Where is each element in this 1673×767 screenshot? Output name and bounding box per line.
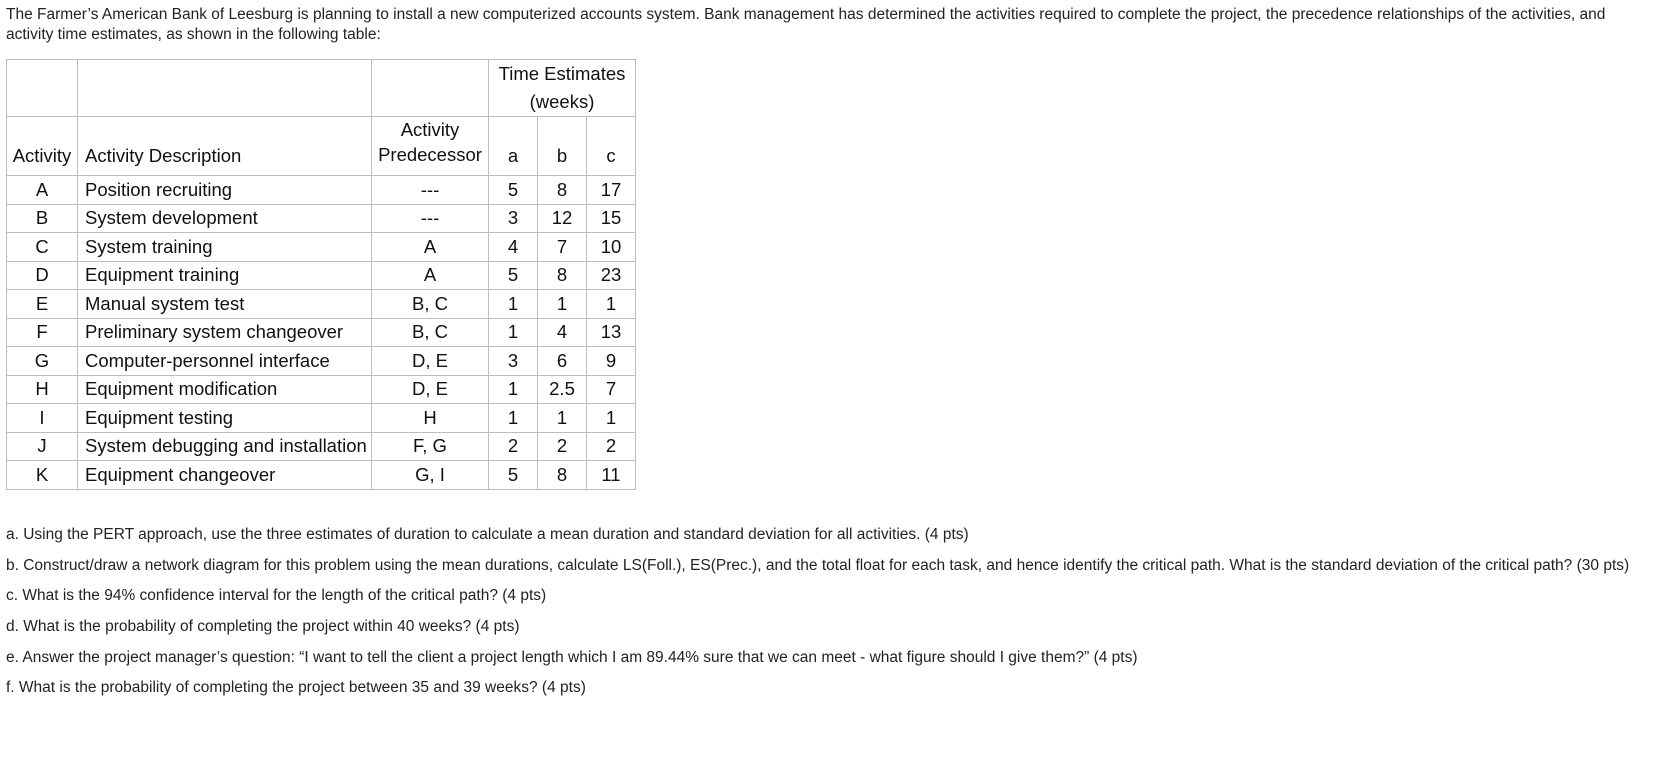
cell-description: System development [78, 204, 372, 233]
cell-activity: C [7, 233, 78, 262]
question-item: b. Construct/draw a network diagram for this problem using the mean durations, calculate LS(Foll.), ES(Prec.), and the total float for each task, and hence identify the critical path. What is the standard deviation of the critical path? (30 pts) [6, 556, 1630, 574]
question-item: c. What is the 94% confidence interval for the length of the critical path? (4 pts) [6, 587, 547, 605]
cell-estimate-a: 5 [489, 176, 538, 205]
cell-estimate-a: 3 [489, 347, 538, 376]
table-header-row-columns [7, 117, 636, 176]
cell-activity: D [7, 261, 78, 290]
cell-description: Equipment changeover [78, 461, 372, 490]
cell-activity: F [7, 318, 78, 347]
question-item: a. Using the PERT approach, use the three estimates of duration to calculate a mean duration and standard deviation for all activities. (4 pts) [6, 526, 969, 543]
cell-activity: H [7, 375, 78, 404]
cell-activity: B [7, 204, 78, 233]
cell-description: Equipment modification [78, 375, 372, 404]
cell-predecessor: A [372, 261, 489, 290]
cell-predecessor: A [372, 233, 489, 262]
cell-description: Preliminary system changeover [78, 318, 372, 347]
header-blank-description [78, 60, 372, 117]
cell-predecessor: B, C [372, 318, 489, 347]
cell-estimate-c: 13 [587, 318, 636, 347]
cell-estimate-c: 1 [587, 290, 636, 319]
question-item: f. What is the probability of completing the project between 35 and 39 weeks? (4 pts) [6, 679, 586, 697]
column-header-b: b [538, 117, 587, 176]
table-row [7, 461, 636, 490]
cell-estimate-b: 6 [538, 347, 587, 376]
cell-estimate-a: 3 [489, 204, 538, 233]
cell-predecessor: H [372, 404, 489, 433]
cell-estimate-c: 15 [587, 204, 636, 233]
cell-predecessor: --- [372, 176, 489, 205]
cell-estimate-a: 1 [489, 404, 538, 433]
cell-estimate-c: 23 [587, 261, 636, 290]
table-row [7, 261, 636, 290]
column-header-description: Activity Description [78, 117, 372, 176]
table-row [7, 375, 636, 404]
cell-estimate-a: 4 [489, 233, 538, 262]
cell-description: System debugging and installation [78, 432, 372, 461]
question-item: d. What is the probability of completing the project within 40 weeks? (4 pts) [6, 618, 520, 636]
questions-list [6, 525, 1666, 709]
header-blank-activity [7, 60, 78, 117]
table-row [7, 404, 636, 433]
table-row [7, 347, 636, 376]
cell-predecessor: F, G [372, 432, 489, 461]
cell-estimate-a: 5 [489, 461, 538, 490]
table-header-row-top [7, 60, 636, 117]
column-header-c: c [587, 117, 636, 176]
time-estimates-units: (weeks) [529, 91, 595, 112]
cell-description: Equipment training [78, 261, 372, 290]
cell-estimate-c: 10 [587, 233, 636, 262]
cell-estimate-a: 2 [489, 432, 538, 461]
intro-paragraph: The Farmer’s American Bank of Leesburg is planning to install a new computerized accounts system. Bank management has determined the activities required to complete the project, the precedence relationships of the activities, and activity time estimates, as shown in the following table: [6, 6, 1606, 43]
cell-activity: J [7, 432, 78, 461]
cell-estimate-b: 8 [538, 176, 587, 205]
table-row [7, 204, 636, 233]
time-estimates-title: Time Estimates [498, 63, 626, 84]
cell-estimate-c: 2 [587, 432, 636, 461]
cell-estimate-a: 1 [489, 290, 538, 319]
header-blank-predecessor [372, 60, 489, 117]
cell-predecessor: B, C [372, 290, 489, 319]
cell-estimate-c: 1 [587, 404, 636, 433]
table-row [7, 233, 636, 262]
activity-table [6, 59, 636, 490]
cell-activity: A [7, 176, 78, 205]
question-item: e. Answer the project manager’s question: “I want to tell the client a project length which I am 89.44% sure that we can meet - what figure should I give them?” (4 pts) [6, 648, 1138, 666]
cell-description: Computer-personnel interface [78, 347, 372, 376]
table-row [7, 290, 636, 319]
cell-activity: E [7, 290, 78, 319]
cell-predecessor: D, E [372, 375, 489, 404]
cell-estimate-b: 12 [538, 204, 587, 233]
cell-activity: G [7, 347, 78, 376]
table-row [7, 318, 636, 347]
predecessor-header-line1: Activity [400, 119, 460, 140]
cell-activity: I [7, 404, 78, 433]
cell-estimate-b: 7 [538, 233, 587, 262]
cell-estimate-b: 2.5 [538, 375, 587, 404]
cell-estimate-b: 4 [538, 318, 587, 347]
cell-estimate-c: 9 [587, 347, 636, 376]
column-header-a: a [489, 117, 538, 176]
cell-activity: K [7, 461, 78, 490]
cell-estimate-c: 11 [587, 461, 636, 490]
predecessor-header-line2: Predecessor [378, 144, 482, 165]
cell-estimate-a: 1 [489, 318, 538, 347]
cell-description: System training [78, 233, 372, 262]
cell-estimate-c: 7 [587, 375, 636, 404]
cell-estimate-b: 8 [538, 261, 587, 290]
table-row [7, 176, 636, 205]
cell-estimate-b: 1 [538, 404, 587, 433]
cell-estimate-b: 2 [538, 432, 587, 461]
cell-estimate-a: 1 [489, 375, 538, 404]
cell-predecessor: G, I [372, 461, 489, 490]
time-estimates-header [489, 60, 636, 117]
cell-estimate-c: 17 [587, 176, 636, 205]
cell-description: Position recruiting [78, 176, 372, 205]
column-header-activity: Activity [7, 117, 78, 176]
cell-predecessor: --- [372, 204, 489, 233]
cell-description: Equipment testing [78, 404, 372, 433]
cell-description: Manual system test [78, 290, 372, 319]
cell-predecessor: D, E [372, 347, 489, 376]
column-header-predecessor [372, 117, 489, 176]
cell-estimate-b: 1 [538, 290, 587, 319]
table-row [7, 432, 636, 461]
cell-estimate-b: 8 [538, 461, 587, 490]
cell-estimate-a: 5 [489, 261, 538, 290]
